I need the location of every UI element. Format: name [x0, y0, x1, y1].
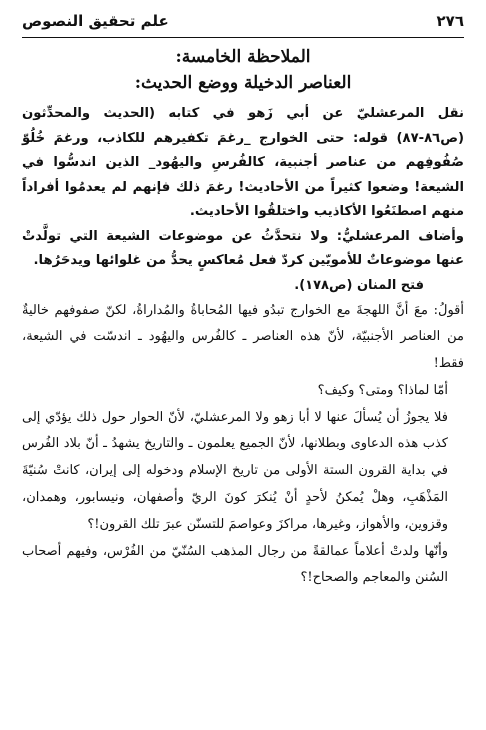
body-paragraph-1: أقولُ: معَ أنَّ اللهجةَ مع الخوارج تبدُو فيها المُحاباةُ والمُداراةُ، لكنّ صفوفهم خاليةٌ من العناصر الأجنبيّة، لأنّ هذه العناصر ـ كالفُرس واليهُود ـ اندسّت في الشيعة، فقط! — [22, 302, 464, 372]
quoted-passage — [22, 102, 464, 274]
section-title — [22, 44, 464, 96]
section-title-line-2: العناصر الدخيلة ووضع الحديث: — [134, 73, 352, 93]
section-title-line-1: الملاحظة الخامسة: — [175, 47, 311, 67]
quote-paragraph-2: وأضاف المرعشليُّ: ولا نتحدَّثُ عن موضوعات الشيعة التي تولَّدتْ عنها موضوعاتٌ للأمويّين كردّ فعل مُعاكسٍ يحدُّ من غلوائها ويدحَرُها. — [22, 228, 464, 268]
body-paragraph-3: فلا يجوزُ أن يُسألَ عنها لا أبا زهو ولا المرعشليّ، لأنّ الحوار حول ذلك يؤدّي إلى كذب هذه الدعاوى وبطلانها، لأنّ الجميع يعلمون ـ والتاريخ يشهدُ ـ أنّ بلاد الفُرس في بداية القرون الستة الأولى من تاريخ الإسلام ودخوله إلى إيران، كانتْ سُنيّةَ المَذْهَبِ، وهلْ يُمكنُ لأحدٍ أنْ يُنكرَ كونَ الريّ وأصفهان، ونيسابور، وهمدان، وقزوين، والأهواز، وغيرها، مراكزَ وعواصمَ للتسنّن عبرَ تلك القرون!؟ — [22, 409, 448, 532]
body-paragraph-2: أمّا لماذا؟ ومتى؟ وكيف؟ — [317, 382, 448, 398]
header-rule — [22, 37, 464, 38]
page-number: ٢٧٦ — [436, 12, 464, 30]
source-reference: فتح المنان (ص١٧٨). — [294, 277, 424, 293]
quote-paragraph-1: نقل المرعشليّ عن أبي زَهو في كتابه (الحديث والمحدِّثون (ص٨٦-٨٧) قوله: حتى الخوارج _رغمَ تكفيرهم للكاذب، ورغمَ خُلُوّ صُفُوفِهم من عناصر أجنبية، كالفُرسِ واليهُود_ الذين اندسُّوا في الشيعة! وضعوا كثيراً من الأحاديث! رغمَ ذلك فإنهم لم يعدمُوا أفراداً منهم اصطنَعُوا الأكاذيب واختلقُوا الأحاديث. — [22, 106, 464, 219]
running-title: علم تحقيق النصوص — [22, 12, 169, 30]
body-paragraph-4: وأنّها ولدتْ أعلاماً عمالقةً من رجال المذهب السُنّيّ من الفُرْس، وفيهم أصحاب السُنن والمعاجم والصحاح!؟ — [22, 543, 448, 586]
body-text — [22, 298, 464, 593]
page-content — [22, 44, 464, 592]
page-header — [22, 10, 464, 36]
